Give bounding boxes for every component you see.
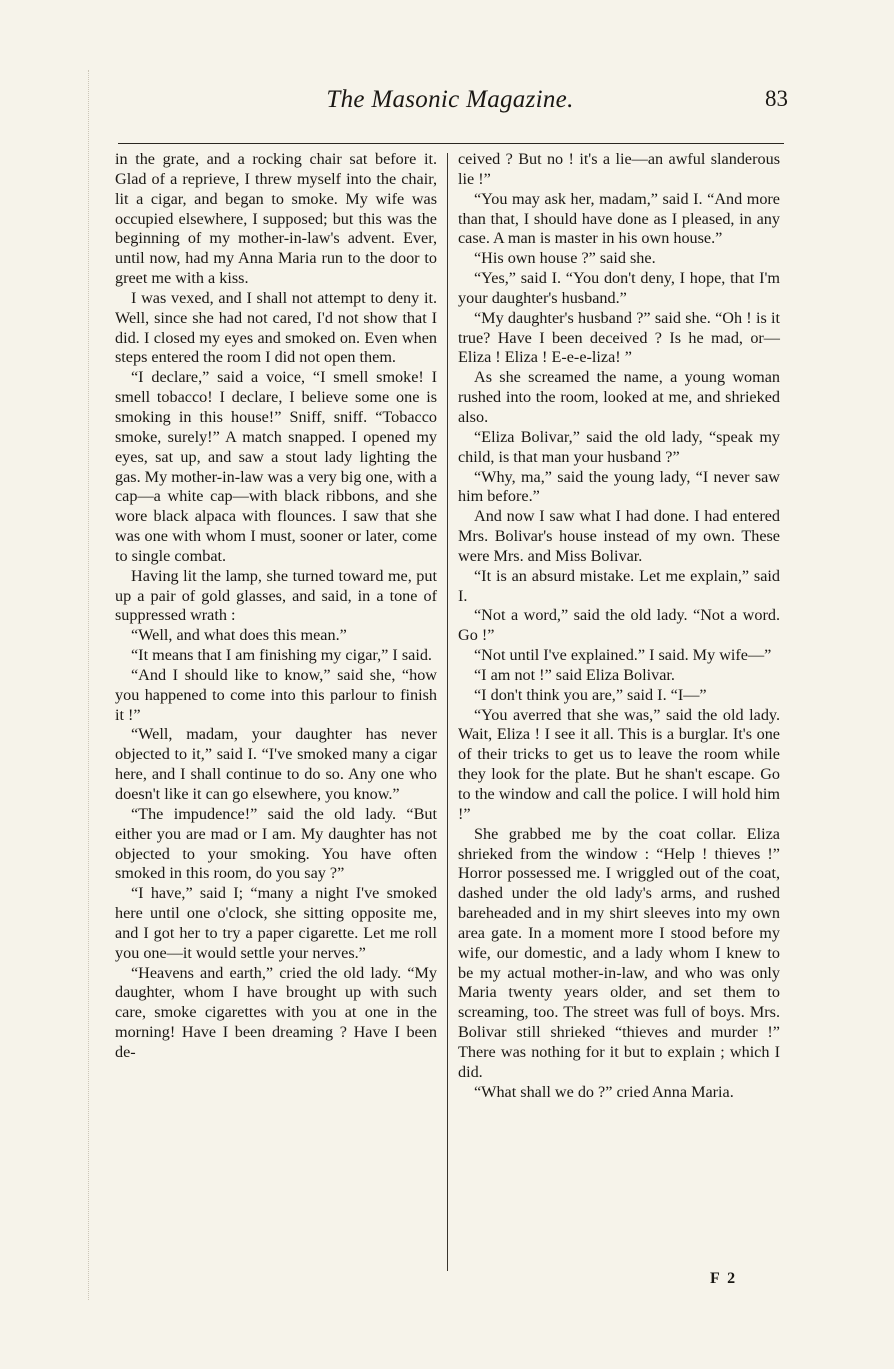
paragraph: “My daughter's husband ?” said she. “Oh ! is it true? Have I been deceived ? Is he mad, or—Eliza ! Eliza ! E-e-e-liza! ” [458, 308, 780, 367]
paragraph: “What shall we do ?” cried Anna Maria. [474, 1082, 734, 1101]
paragraph: I was vexed, and I shall not attempt to deny it. Well, since she had not cared, I'd not show that I did. I closed my eyes and smoked on. Even when steps entered the room I did not open them. [115, 288, 437, 367]
left-column [115, 150, 437, 1290]
signature-mark: F 2 [710, 1270, 738, 1287]
paragraph: in the grate, and a rocking chair sat before it. Glad of a reprieve, I threw myself into the chair, lit a cigar, and began to smoke. My wife was occupied elsewhere, I supposed; but this was the beginning of my mother-in-law's advent. Ever, until now, had my Anna Maria run to the door to greet me with a kiss. [115, 150, 437, 288]
header-rule [118, 143, 784, 144]
paragraph: “I declare,” said a voice, “I smell smoke! I smell tobacco! I declare, I believe some one is smoking in this house!” Sniff, sniff. “Tobacco smoke, surely!” A match snapped. I opened my eyes, sat up, and saw a stout lady lighting the gas. My mother-in-law was a very big one, with a cap—a white cap—with black ribbons, and she wore black alpaca with flounces. I saw that she was one with whom I must, sooner or later, come to single combat. [115, 368, 437, 565]
page-header [110, 86, 790, 126]
paragraph: “Why, ma,” said the young lady, “I never saw him before.” [458, 467, 780, 506]
paragraph: “His own house ?” said she. [474, 249, 656, 268]
paragraph: She grabbed me by the coat collar. Eliza shrieked from the window : “Help ! thieves !” Horror possessed me. I wriggled out of the coat, dashed under the old lady's arms, and rushed bareheaded and in my shirt sleeves into my own area gate. In a moment more I stood before my wife, our domestic, and a lady whom I knew to be my actual mother-in-law, and who was only Maria twenty years older, and set them to screaming, too. The street was full of boys. Mrs. Bolivar still shrieked “thieves and murder !” There was nothing for it but to explain ; which I did. [458, 824, 780, 1081]
paragraph: As she screamed the name, a young woman rushed into the room, looked at me, and shrieked also. [458, 368, 780, 426]
paragraph: “Heavens and earth,” cried the old lady. “My daughter, whom I have brought up with such care, smoke cigarettes with you at one in the morning! Have I been dreaming ? Have I been de- [115, 963, 437, 1061]
page-gutter-edge [88, 70, 95, 1300]
paragraph: “It is an absurd mistake. Let me explain,” said I. [458, 566, 780, 605]
paragraph: “Eliza Bolivar,” said the old lady, “speak my child, is that man your husband ?” [458, 427, 780, 466]
paragraph: “Not a word,” said the old lady. “Not a word. Go !” [458, 606, 780, 645]
paragraph: And now I saw what I had done. I had entered Mrs. Bolivar's house instead of my own. These were Mrs. and Miss Bolivar. [458, 507, 780, 565]
paragraph: “You may ask her, madam,” said I. “And more than that, I should have done as I pleased, in any case. A man is master in his own house.” [458, 189, 780, 248]
page-number: 83 [765, 86, 788, 111]
paragraph: “Yes,” said I. “You don't deny, I hope, that I'm your daughter's husband.” [458, 269, 780, 307]
paragraph: “Well, madam, your daughter has never objected to it,” said I. “I've smoked many a cigar here, and I shall continue to do so. Any one who doesn't like it can go elsewhere, you know.” [115, 725, 437, 803]
paragraph: “Not until I've explained.” I said. My wife—” [474, 646, 772, 665]
paragraph: “The impudence!” said the old lady. “But either you are mad or I am. My daughter has not objected to your smoking. You have often smoked in this room, do you say ?” [115, 804, 437, 883]
paragraph: “It means that I am finishing my cigar,” I said. [131, 646, 432, 665]
running-title: The Masonic Magazine. [326, 86, 574, 113]
paragraph: ceived ? But no ! it's a lie—an awful slanderous lie !” [458, 150, 780, 188]
column-divider [447, 153, 448, 1271]
paragraph: “Well, and what does this mean.” [131, 626, 347, 645]
paragraph: “I have,” said I; “many a night I've smoked here until one o'clock, she sitting opposite me, and I got her to try a paper cigarette. Let me roll you one—it would settle your nerves.” [115, 884, 437, 962]
paragraph: “And I should like to know,” said she, “how you happened to come into this parlour to finish it !” [115, 665, 437, 724]
paragraph: “I am not !” said Eliza Bolivar. [474, 665, 675, 684]
paragraph: “I don't think you are,” said I. “I—” [474, 685, 707, 704]
paragraph: “You averred that she was,” said the old lady. Wait, Eliza ! I see it all. This is a burglar. It's one of their tricks to get us to leave the room while they look for the plate. But he shan't escape. Go to the window and call the police. I will hold him !” [458, 705, 780, 823]
paragraph: Having lit the lamp, she turned toward me, put up a pair of gold glasses, and said, in a tone of suppressed wrath : [115, 566, 437, 625]
right-column [458, 150, 780, 1290]
